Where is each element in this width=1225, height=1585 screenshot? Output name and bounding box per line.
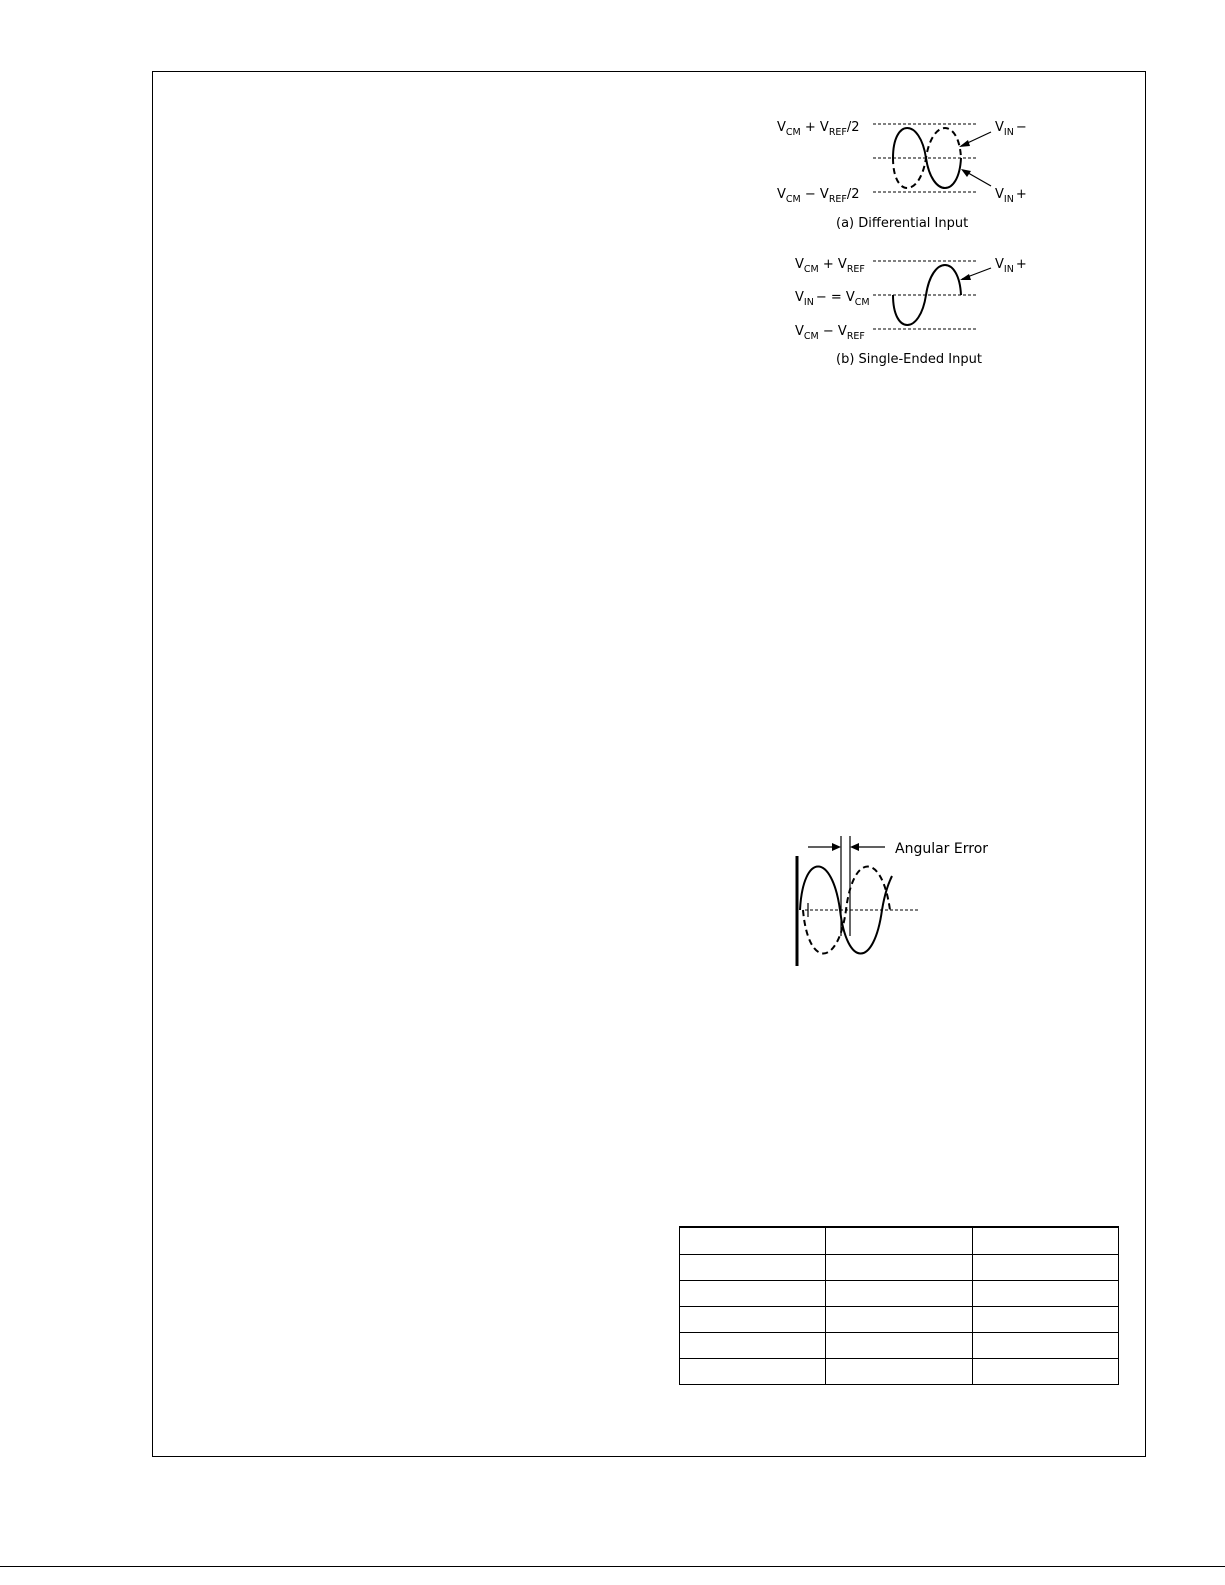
angular-error-arrowhead-right [850, 843, 859, 851]
table-row [680, 1332, 1119, 1358]
label-vcm-minus-half-vref: $V_{CM} - V_{REF}/2$ [777, 187, 860, 205]
single-ended-input-diagram [795, 257, 1027, 367]
table-cell [680, 1254, 826, 1280]
label-vin-plus-single: $V_{IN}$ + [995, 257, 1027, 275]
table-header-cell [826, 1227, 972, 1254]
angular-error-diagram [797, 836, 988, 966]
table-cell [972, 1332, 1118, 1358]
table-row [680, 1280, 1119, 1306]
data-table [679, 1226, 1119, 1385]
table-cell [680, 1332, 826, 1358]
table-cell [972, 1280, 1118, 1306]
label-vin-plus: $V_{IN}$ + [995, 187, 1027, 205]
table-cell [826, 1280, 972, 1306]
vin-minus-arrowhead [959, 140, 970, 147]
angular-error-label: Angular Error [895, 841, 989, 857]
table-cell [826, 1254, 972, 1280]
table-row [680, 1358, 1119, 1384]
table-header-cell [680, 1227, 826, 1254]
label-vcm-minus-vref: $V_{CM} - V_{REF}$ [795, 324, 865, 342]
caption-single-ended-input: (b) Single-Ended Input [836, 352, 982, 367]
label-vcm-plus-half-vref: $V_{CM} + V_{REF}/2$ [777, 120, 860, 138]
table-row [680, 1254, 1119, 1280]
differential-input-diagram [777, 120, 1027, 231]
table-cell [826, 1306, 972, 1332]
table-cell [972, 1358, 1118, 1384]
table-header-row [680, 1227, 1119, 1254]
table-cell [680, 1358, 826, 1384]
vin-plus-single-arrowhead [960, 274, 971, 280]
caption-differential-input: (a) Differential Input [836, 216, 969, 231]
angular-error-arrowhead-left [832, 843, 841, 851]
table-row [680, 1306, 1119, 1332]
table-cell [826, 1358, 972, 1384]
table-cell [972, 1306, 1118, 1332]
vin-plus-arrowhead [961, 169, 971, 177]
label-vcm-plus-vref: $V_{CM} + V_{REF}$ [795, 257, 865, 275]
table-header-cell [972, 1227, 1118, 1254]
label-vin-minus-eq-vcm: $V_{IN}$ − = $V_{CM}$ [795, 290, 870, 308]
table-cell [826, 1332, 972, 1358]
label-vin-minus: $V_{IN}$ − [995, 120, 1027, 138]
table-cell [680, 1306, 826, 1332]
table-cell [972, 1254, 1118, 1280]
table-cell [680, 1280, 826, 1306]
